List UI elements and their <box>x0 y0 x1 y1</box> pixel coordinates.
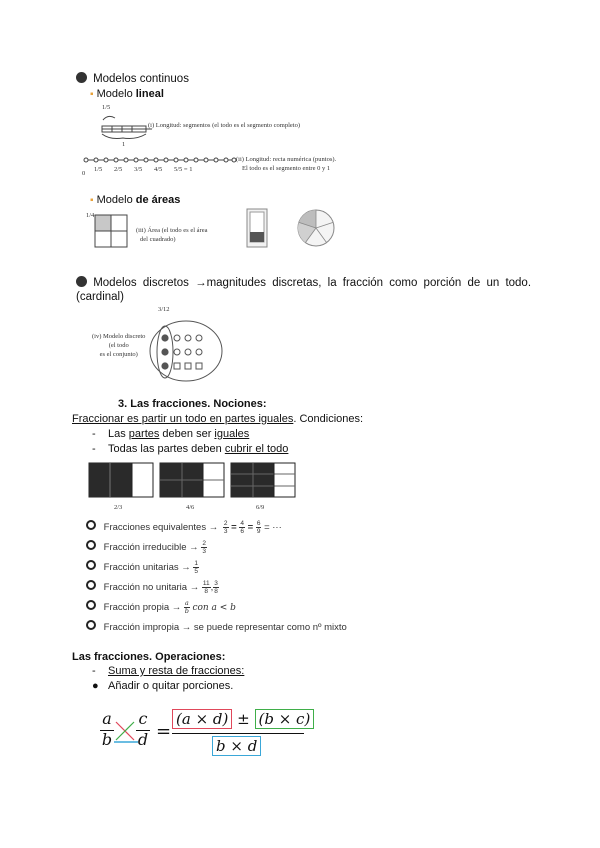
math-irreducible: $\frac{2}{3}$ <box>202 539 206 555</box>
segment-model-figure <box>100 104 440 154</box>
section3-definition: Fraccionar es partir un todo en partes iguales. Condiciones: <box>72 413 364 425</box>
formula-green-box: (b × c) <box>255 709 315 729</box>
operations-item-1: - Suma y resta de fracciones: <box>92 665 245 677</box>
discrete-caption: (iv) Modelo discreto (el todo es el conjunto) <box>92 333 146 358</box>
strip-ninths <box>231 463 295 497</box>
circle-bullet-icon <box>86 540 96 550</box>
fraction-types-list <box>86 518 386 638</box>
circle-bullet-icon <box>86 620 96 630</box>
modelo-lineal-label: ▪ Modelo lineal <box>90 88 164 100</box>
section3-heading: 3. Las fracciones. Nociones: <box>118 398 267 410</box>
area-fraction: 1/4 <box>86 212 95 219</box>
section2-line2: (cardinal) <box>76 291 124 303</box>
condition-2: - Todas las partes deben cubrir el todo <box>92 443 289 455</box>
segment-fraction: 1/5 <box>102 104 111 111</box>
strip-captions: 2/3 4/6 6/9 <box>114 504 265 511</box>
math-propia: $\frac{a}{b}$ con a < b <box>184 598 236 615</box>
operations-item-2: ● Añadir o quitar porciones. <box>92 680 234 692</box>
number-line-labels: 0 1/5 2/5 3/5 4/5 5/5 = 1 <box>82 166 193 177</box>
discrete-fraction: 3/12 <box>158 306 170 313</box>
segment-one: 1 <box>122 141 126 148</box>
type-unitarias: Fracción unitarias → $\frac{1}{5}$ <box>86 558 386 578</box>
discrete-model-figure <box>146 318 226 384</box>
fraction-strips <box>88 462 298 500</box>
formula-denominator <box>212 737 261 755</box>
orange-bullet-icon: ▪ <box>90 89 94 100</box>
formula-red-box: (a × d) <box>172 709 232 729</box>
type-impropia: Fracción impropia → se puede representar como nº mixto <box>86 618 386 638</box>
formula-fraction-bar <box>172 733 304 734</box>
formula-numerator: (a × d) ± (b × c) <box>172 710 314 728</box>
formula-frac-cd: c d <box>137 709 149 749</box>
strip-thirds <box>89 463 153 497</box>
formula-equals: = <box>156 721 172 742</box>
operations-heading: Las fracciones. Operaciones: <box>72 651 226 663</box>
formula-frac-ab: a b <box>101 709 113 749</box>
section2-text <box>76 276 532 303</box>
formula-blue-box: b × d <box>212 736 261 756</box>
area-rectangle-figure <box>246 208 268 248</box>
area-square-figure <box>94 214 128 248</box>
math-equivalentes: $\frac{2}{3}$ = $\frac{4}{6}$ = $\frac{6}{9}$ = ··· <box>223 519 282 535</box>
area-circle-figure <box>296 208 336 248</box>
area-caption: (iii) Área (el todo es el área del cuadrado) <box>136 227 208 243</box>
section2-line1: Modelos discretos →magnitudes discretas, la fracción como porción de un todo. <box>93 277 532 289</box>
fraction-sum-formula <box>100 708 320 760</box>
strip-sixths <box>160 463 224 497</box>
circle-bullet-icon <box>86 580 96 590</box>
math-no-unitaria: $\frac{11}{8}$ , $\frac{3}{8}$ <box>202 579 218 595</box>
type-no-unitaria: Fracción no unitaria → $\frac{11}{8}$ , $\frac{3}{8}$ <box>86 578 386 598</box>
math-unitarias: $\frac{1}{5}$ <box>194 559 199 575</box>
bullet-dot-icon <box>76 276 87 287</box>
section1-title: Modelos continuos <box>93 73 189 85</box>
bullet-dot-icon <box>76 72 87 83</box>
circle-bullet-icon <box>86 560 96 570</box>
modelo-areas-label: ▪ Modelo de áreas <box>90 194 181 206</box>
number-line-caption: (ii) Longitud: recta numérica (puntos). El todo es el segmento entre 0 y 1 <box>236 156 337 172</box>
circle-bullet-icon <box>86 520 96 530</box>
type-propia: Fracción propia → $\frac{a}{b}$ con a < b <box>86 598 386 618</box>
type-equivalentes: Fracciones equivalentes → $\frac{2}{3}$ = $\frac{4}{6}$ = $\frac{6}{9}$ = ··· <box>86 518 386 538</box>
segment-caption: (i) Longitud: segmentos (el todo es el segmento completo) <box>148 122 300 129</box>
section1-heading <box>76 72 189 85</box>
type-irreducible: Fracción irreducible → $\frac{2}{3}$ <box>86 538 386 558</box>
segment-drawing <box>100 112 320 152</box>
condition-1: - Las partes deben ser iguales <box>92 428 250 440</box>
circle-bullet-icon <box>86 600 96 610</box>
orange-bullet-icon: ▪ <box>90 195 94 206</box>
number-line <box>82 154 242 166</box>
